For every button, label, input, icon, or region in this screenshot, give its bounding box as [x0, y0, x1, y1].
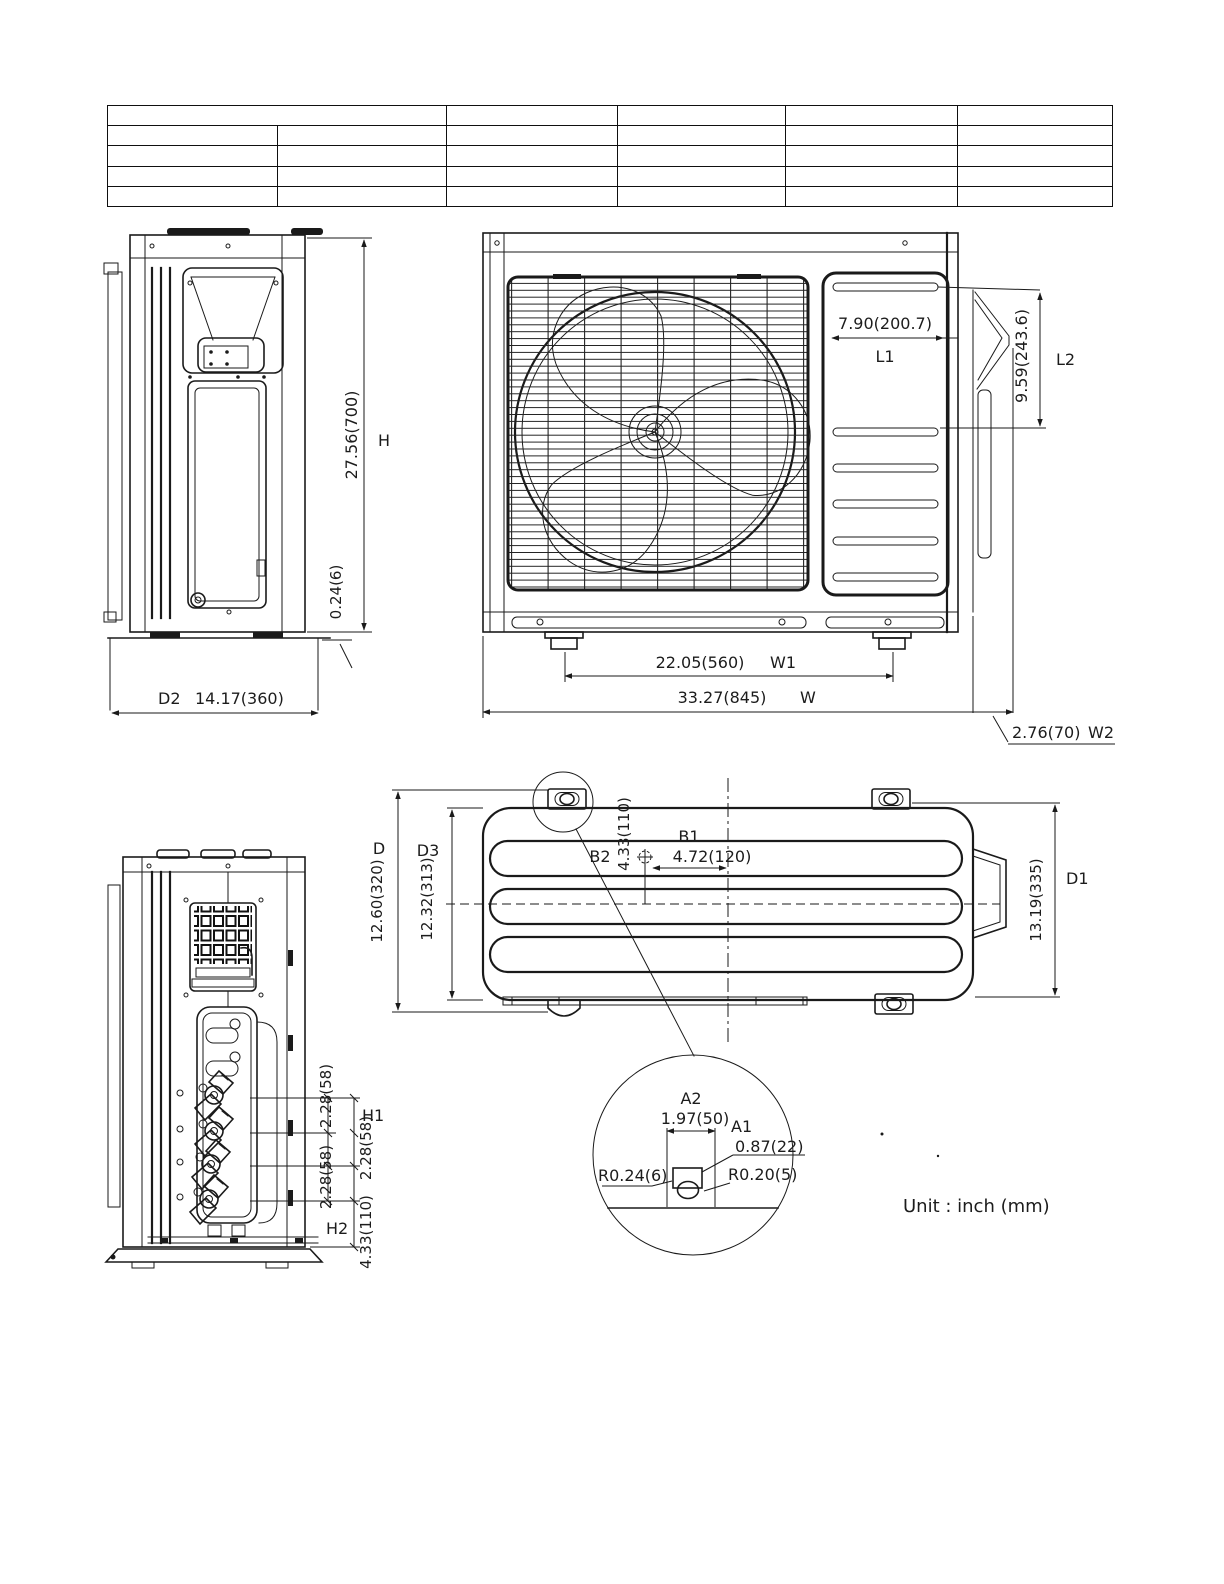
dim-s2: 2.28(58) — [357, 1115, 375, 1181]
dim-gap: 0.24(6) — [327, 564, 345, 620]
dim-w2: 2.76(70) — [1012, 723, 1081, 742]
dim-b1: 4.72(120) — [672, 847, 752, 866]
dim-w-label: W — [800, 688, 816, 707]
dim-a1-label: A1 — [731, 1117, 753, 1136]
foot-section — [673, 1168, 702, 1188]
dim-w1: 22.05(560) — [655, 653, 745, 672]
top-flap — [973, 849, 1006, 938]
dim-d1-label: D1 — [1066, 869, 1089, 888]
terminal-block — [184, 898, 263, 997]
dim-d3: 12.32(313) — [418, 857, 436, 941]
front-view — [483, 233, 1115, 744]
dim-d2: 14.17(360) — [195, 689, 284, 708]
dim-b2: 4.33(110) — [615, 797, 633, 871]
dim-height-label: H — [378, 431, 391, 450]
dim-l2-label: L2 — [1056, 350, 1076, 369]
side-panel — [188, 381, 266, 614]
side-flap — [973, 290, 1009, 612]
handle-recess — [183, 268, 283, 373]
dim-w1-label: W1 — [770, 653, 796, 672]
mount-foot — [872, 789, 910, 809]
dim-w2-label: W2 — [1088, 723, 1114, 742]
dim-d3-label: D3 — [416, 841, 440, 860]
dim-s3: 2.28(58) — [317, 1144, 335, 1210]
valve-dims — [250, 1064, 384, 1269]
dim-height: 27.56(700) — [342, 390, 361, 480]
service-valves — [177, 1071, 233, 1224]
dim-a1: 0.87(22) — [735, 1137, 804, 1156]
detail-view — [593, 1055, 805, 1255]
top-tab — [167, 228, 250, 235]
dim-s1: 2.28(58) — [317, 1063, 335, 1129]
dim-l1: 7.90(200.7) — [838, 314, 932, 333]
dim-w: 33.27(845) — [677, 688, 767, 707]
side-slats — [152, 268, 170, 618]
dim-r1: R0.24(6) — [598, 1166, 668, 1185]
dim-h2-label: H2 — [326, 1219, 349, 1238]
side-view-left — [104, 228, 390, 713]
mount-foot — [548, 789, 586, 809]
mount-foot — [548, 1000, 580, 1016]
dim-h2: 4.33(110) — [357, 1195, 375, 1269]
fan-grille — [508, 274, 808, 590]
detail-callout-circle — [533, 772, 593, 832]
foot-hole — [678, 1182, 699, 1199]
top-tab — [291, 228, 323, 235]
dim-a2-label: A2 — [680, 1089, 702, 1108]
mount-foot — [875, 994, 913, 1014]
dim-b1-label: B1 — [678, 827, 700, 846]
back-view — [106, 850, 384, 1269]
dim-a2: 1.97(50) — [660, 1109, 730, 1128]
back-slats — [152, 872, 170, 1243]
top-view — [368, 772, 1089, 1056]
side-body — [130, 235, 305, 632]
dim-r2: R0.20(5) — [728, 1165, 798, 1184]
dim-b2-label: B2 — [589, 847, 611, 866]
side-flange — [108, 272, 122, 620]
units-note: Unit : inch (mm) — [903, 1196, 1050, 1217]
dim-d: 12.60(320) — [368, 859, 386, 943]
front-feet — [545, 632, 911, 649]
dim-h1-label: H1 — [362, 1106, 385, 1125]
dim-l2: 9.59(243.6) — [1012, 309, 1031, 403]
dim-l1-label: L1 — [875, 347, 895, 366]
dim-d-label: D — [372, 839, 386, 858]
dim-d2-label: D2 — [158, 689, 181, 708]
dim-d1: 13.19(335) — [1027, 858, 1045, 942]
